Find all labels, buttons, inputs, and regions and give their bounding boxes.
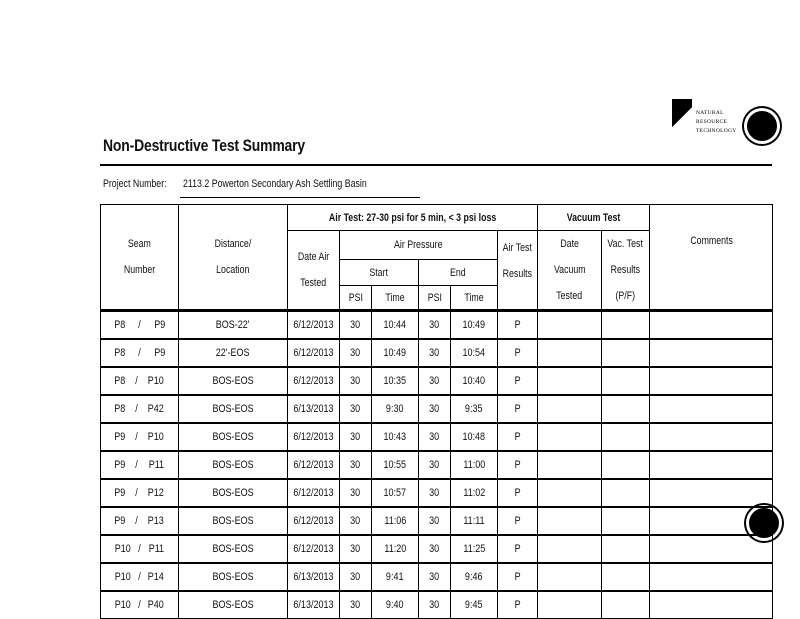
start-time-header: Time	[372, 286, 419, 311]
start-time-cell: 9:40	[372, 591, 419, 619]
end-psi-cell: 30	[419, 395, 451, 423]
seam-number-cell	[101, 367, 179, 395]
date-air-cell: 6/13/2013	[288, 563, 340, 591]
logo-text-line2: RESOURCE	[696, 119, 728, 125]
location-cell: BOS-22'	[179, 311, 288, 339]
date-vacuum-cell	[538, 423, 602, 451]
vac-result-cell	[602, 507, 650, 535]
seam-panel-id: P8	[114, 402, 126, 415]
table-row	[101, 563, 773, 591]
seam-panel-id: P8	[114, 318, 126, 331]
air-result-cell: P	[498, 507, 538, 535]
start-time-cell: 10:49	[372, 339, 419, 367]
air-result-cell: P	[498, 395, 538, 423]
table-row	[101, 339, 773, 367]
date-vacuum-cell	[538, 395, 602, 423]
seam-number-cell	[101, 535, 179, 563]
seam-separator: /	[135, 486, 138, 499]
seam-panel-id: P9	[114, 486, 126, 499]
end-time-cell: 9:45	[451, 591, 498, 619]
air-result-cell: P	[498, 423, 538, 451]
start-time-cell: 10:35	[372, 367, 419, 395]
seam-number-cell	[101, 311, 179, 339]
seam-panel-id: P9	[153, 318, 165, 331]
vac-result-cell	[602, 367, 650, 395]
date-air-cell: 6/12/2013	[288, 367, 340, 395]
air-result-cell: P	[498, 591, 538, 619]
start-psi-cell: 30	[340, 395, 372, 423]
end-time-cell: 11:00	[451, 451, 498, 479]
seam-separator: /	[135, 402, 138, 415]
seam-panel-id: P9	[114, 514, 126, 527]
vac-result-cell	[602, 311, 650, 339]
date-vacuum-cell	[538, 367, 602, 395]
date-vacuum-cell	[538, 311, 602, 339]
start-time-cell: 9:41	[372, 563, 419, 591]
seam-panel-id: P10	[114, 598, 131, 611]
date-air-cell: 6/12/2013	[288, 479, 340, 507]
comments-cell	[650, 507, 773, 535]
table-row	[101, 311, 773, 339]
vac-result-cell	[602, 451, 650, 479]
date-vacuum-cell	[538, 339, 602, 367]
end-time-cell: 9:35	[451, 395, 498, 423]
seam-panel-id: P14	[148, 570, 165, 583]
vac-result-cell	[602, 339, 650, 367]
seam-number-cell	[101, 563, 179, 591]
comments-cell	[650, 367, 773, 395]
seam-separator: /	[138, 346, 141, 359]
start-psi-cell: 30	[340, 339, 372, 367]
start-time-cell: 10:57	[372, 479, 419, 507]
logo-text-line1: NATURAL	[696, 110, 724, 116]
air-test-results-header: Air Test Results	[498, 231, 538, 311]
end-time-header: Time	[451, 286, 498, 311]
end-time-cell: 9:46	[451, 563, 498, 591]
binder-hole-icon	[744, 108, 780, 144]
vac-result-cell	[602, 423, 650, 451]
start-psi-cell: 30	[340, 367, 372, 395]
seam-number-cell	[101, 395, 179, 423]
seam-number-cell	[101, 423, 179, 451]
vacuum-test-group-header: Vacuum Test	[538, 205, 650, 231]
table-row	[101, 451, 773, 479]
comments-cell	[650, 395, 773, 423]
end-psi-cell: 30	[419, 311, 451, 339]
start-time-cell: 10:43	[372, 423, 419, 451]
end-time-cell: 11:02	[451, 479, 498, 507]
location-cell: 22'-EOS	[179, 339, 288, 367]
start-psi-cell: 30	[340, 479, 372, 507]
air-result-cell: P	[498, 451, 538, 479]
seam-panel-id: P10	[114, 570, 131, 583]
end-time-cell: 10:49	[451, 311, 498, 339]
date-air-cell: 6/12/2013	[288, 507, 340, 535]
start-psi-cell: 30	[340, 563, 372, 591]
date-air-cell: 6/12/2013	[288, 339, 340, 367]
start-psi-header: PSI	[340, 286, 372, 311]
location-cell: BOS-EOS	[179, 479, 288, 507]
end-psi-cell: 30	[419, 367, 451, 395]
table-row	[101, 507, 773, 535]
seam-panel-id: P8	[114, 346, 126, 359]
seam-number-cell	[101, 507, 179, 535]
vac-test-results-header: Vac. Test Results (P/F)	[602, 231, 650, 311]
date-vacuum-cell	[538, 451, 602, 479]
start-psi-cell: 30	[340, 591, 372, 619]
end-psi-cell: 30	[419, 507, 451, 535]
seam-separator: /	[135, 430, 138, 443]
end-time-cell: 10:54	[451, 339, 498, 367]
table-row	[101, 423, 773, 451]
seam-separator: /	[135, 514, 138, 527]
table-row	[101, 535, 773, 563]
start-psi-cell: 30	[340, 451, 372, 479]
air-result-cell: P	[498, 367, 538, 395]
seam-number-cell	[101, 591, 179, 619]
date-vacuum-cell	[538, 479, 602, 507]
comments-cell	[650, 535, 773, 563]
company-logo	[670, 97, 740, 143]
location-cell: BOS-EOS	[179, 367, 288, 395]
air-result-cell: P	[498, 311, 538, 339]
seam-number-header: Seam Number	[101, 205, 179, 311]
location-cell: BOS-EOS	[179, 563, 288, 591]
logo-mark-icon	[672, 99, 692, 141]
date-air-cell: 6/12/2013	[288, 451, 340, 479]
seam-panel-id: P10	[148, 374, 165, 387]
seam-separator: /	[135, 458, 139, 471]
seam-separator: /	[138, 542, 142, 555]
comments-cell	[650, 423, 773, 451]
table-row	[101, 367, 773, 395]
comments-cell	[650, 451, 773, 479]
date-vacuum-cell	[538, 507, 602, 535]
date-air-tested-header: Date Air Tested	[288, 231, 340, 311]
seam-panel-id: P13	[148, 514, 165, 527]
project-number-label: Project Number:	[103, 178, 167, 190]
title-divider	[100, 164, 772, 166]
date-vacuum-cell	[538, 535, 602, 563]
table-body	[101, 311, 773, 619]
seam-panel-id: P40	[148, 598, 165, 611]
seam-number-cell	[101, 339, 179, 367]
start-time-cell: 11:20	[372, 535, 419, 563]
page-title: Non-Destructive Test Summary	[103, 136, 305, 155]
end-psi-cell: 30	[419, 535, 451, 563]
seam-panel-id: P9	[114, 430, 126, 443]
air-test-group-header: Air Test: 27-30 psi for 5 min, < 3 psi loss	[288, 205, 538, 231]
location-cell: BOS-EOS	[179, 507, 288, 535]
end-time-cell: 10:40	[451, 367, 498, 395]
comments-header: Comments	[650, 205, 773, 311]
location-cell: BOS-EOS	[179, 395, 288, 423]
location-cell: BOS-EOS	[179, 423, 288, 451]
date-vacuum-cell	[538, 591, 602, 619]
end-time-cell: 11:11	[451, 507, 498, 535]
end-time-cell: 11:25	[451, 535, 498, 563]
date-vacuum-tested-header: Date Vacuum Tested	[538, 231, 602, 311]
seam-separator: /	[138, 318, 141, 331]
seam-number-cell	[101, 479, 179, 507]
start-time-cell: 10:55	[372, 451, 419, 479]
project-number-value: 2113.2 Powerton Secondary Ash Settling Basin	[183, 178, 367, 190]
end-psi-cell: 30	[419, 591, 451, 619]
seam-panel-id: P11	[148, 542, 165, 555]
start-psi-cell: 30	[340, 423, 372, 451]
table-row	[101, 479, 773, 507]
comments-cell	[650, 479, 773, 507]
air-result-cell: P	[498, 563, 538, 591]
table-row	[101, 395, 773, 423]
test-summary-table	[100, 204, 773, 619]
start-time-cell: 11:06	[372, 507, 419, 535]
distance-location-header: Distance/ Location	[179, 205, 288, 311]
comments-cell	[650, 339, 773, 367]
seam-number-cell	[101, 451, 179, 479]
air-result-cell: P	[498, 339, 538, 367]
date-air-cell: 6/12/2013	[288, 535, 340, 563]
date-air-cell: 6/12/2013	[288, 423, 340, 451]
seam-panel-id: P10	[148, 430, 165, 443]
vac-result-cell	[602, 535, 650, 563]
end-psi-cell: 30	[419, 479, 451, 507]
vac-result-cell	[602, 563, 650, 591]
air-result-cell: P	[498, 535, 538, 563]
seam-panel-id: P42	[148, 402, 165, 415]
end-psi-cell: 30	[419, 563, 451, 591]
seam-panel-id: P9	[153, 346, 165, 359]
end-psi-cell: 30	[419, 423, 451, 451]
end-time-cell: 10:48	[451, 423, 498, 451]
project-number-underline	[180, 197, 420, 198]
seam-panel-id: P9	[114, 458, 126, 471]
air-result-cell: P	[498, 479, 538, 507]
vac-result-cell	[602, 479, 650, 507]
start-psi-cell: 30	[340, 507, 372, 535]
vac-result-cell	[602, 591, 650, 619]
seam-separator: /	[138, 570, 141, 583]
seam-panel-id: P8	[114, 374, 126, 387]
end-psi-cell: 30	[419, 339, 451, 367]
start-psi-cell: 30	[340, 535, 372, 563]
start-psi-cell: 30	[340, 311, 372, 339]
seam-separator: /	[135, 374, 138, 387]
end-psi-cell: 30	[419, 451, 451, 479]
vac-result-cell	[602, 395, 650, 423]
location-cell: BOS-EOS	[179, 591, 288, 619]
comments-cell	[650, 311, 773, 339]
seam-panel-id: P10	[114, 542, 131, 555]
air-pressure-header: Air Pressure	[340, 231, 498, 260]
seam-panel-id: P12	[148, 486, 165, 499]
header-row-1	[101, 205, 773, 231]
table-row	[101, 591, 773, 619]
date-vacuum-cell	[538, 563, 602, 591]
seam-separator: /	[138, 598, 141, 611]
end-psi-header: PSI	[419, 286, 451, 311]
location-cell: BOS-EOS	[179, 535, 288, 563]
logo-text-line3: TECHNOLOGY	[696, 128, 737, 134]
location-cell: BOS-EOS	[179, 451, 288, 479]
comments-cell	[650, 563, 773, 591]
date-air-cell: 6/13/2013	[288, 591, 340, 619]
date-air-cell: 6/12/2013	[288, 311, 340, 339]
date-air-cell: 6/13/2013	[288, 395, 340, 423]
start-header: Start	[340, 259, 419, 286]
end-header: End	[419, 259, 498, 286]
start-time-cell: 10:44	[372, 311, 419, 339]
seam-panel-id: P11	[148, 458, 165, 471]
start-time-cell: 9:30	[372, 395, 419, 423]
comments-cell	[650, 591, 773, 619]
